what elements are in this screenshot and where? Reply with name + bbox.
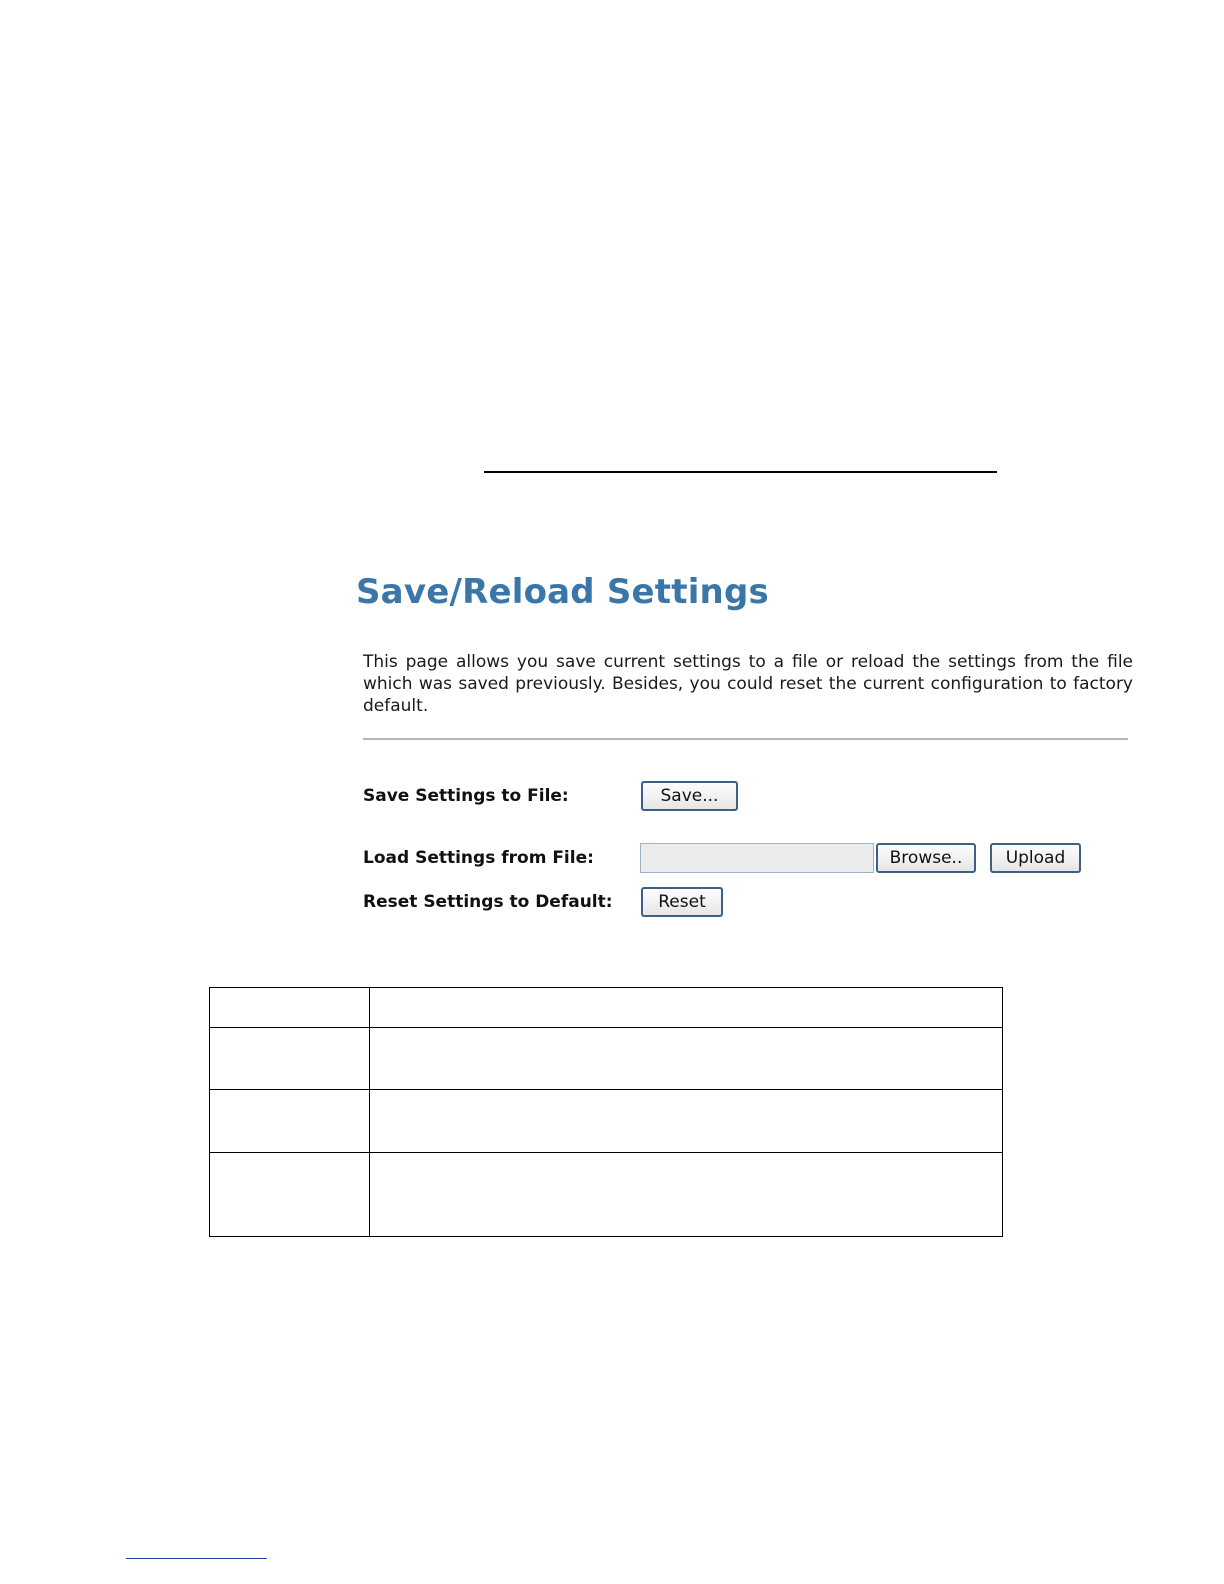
footer-link-rule: [126, 1558, 267, 1559]
table-row: [210, 1152, 1003, 1236]
table-row: [210, 988, 1003, 1028]
load-settings-label: Load Settings from File:: [363, 848, 594, 868]
upload-button[interactable]: Upload: [990, 843, 1081, 873]
table-cell: [210, 1152, 370, 1236]
table-row: [210, 1090, 1003, 1152]
parameter-table: [209, 987, 1003, 1237]
section-divider: [363, 738, 1128, 740]
page-description: This page allows you save current settings to a file or reload the settings from the file which was saved previously. Besides, you could reset the current configuration to factory default.: [363, 652, 1133, 716]
save-button[interactable]: Save...: [641, 781, 738, 811]
browse-button[interactable]: Browse..: [876, 843, 976, 873]
table-cell: [210, 988, 370, 1028]
header-rule: [484, 471, 997, 473]
page-title: Save/Reload Settings: [356, 572, 769, 612]
table-cell: [210, 1028, 370, 1090]
table-cell: [370, 1028, 1003, 1090]
reset-button[interactable]: Reset: [641, 887, 723, 917]
reset-settings-label: Reset Settings to Default:: [363, 892, 613, 912]
table-row: [210, 1028, 1003, 1090]
table-cell: [210, 1090, 370, 1152]
table-cell: [370, 988, 1003, 1028]
table-cell: [370, 1152, 1003, 1236]
save-settings-label: Save Settings to File:: [363, 786, 569, 806]
settings-file-input[interactable]: [640, 843, 874, 873]
table-cell: [370, 1090, 1003, 1152]
